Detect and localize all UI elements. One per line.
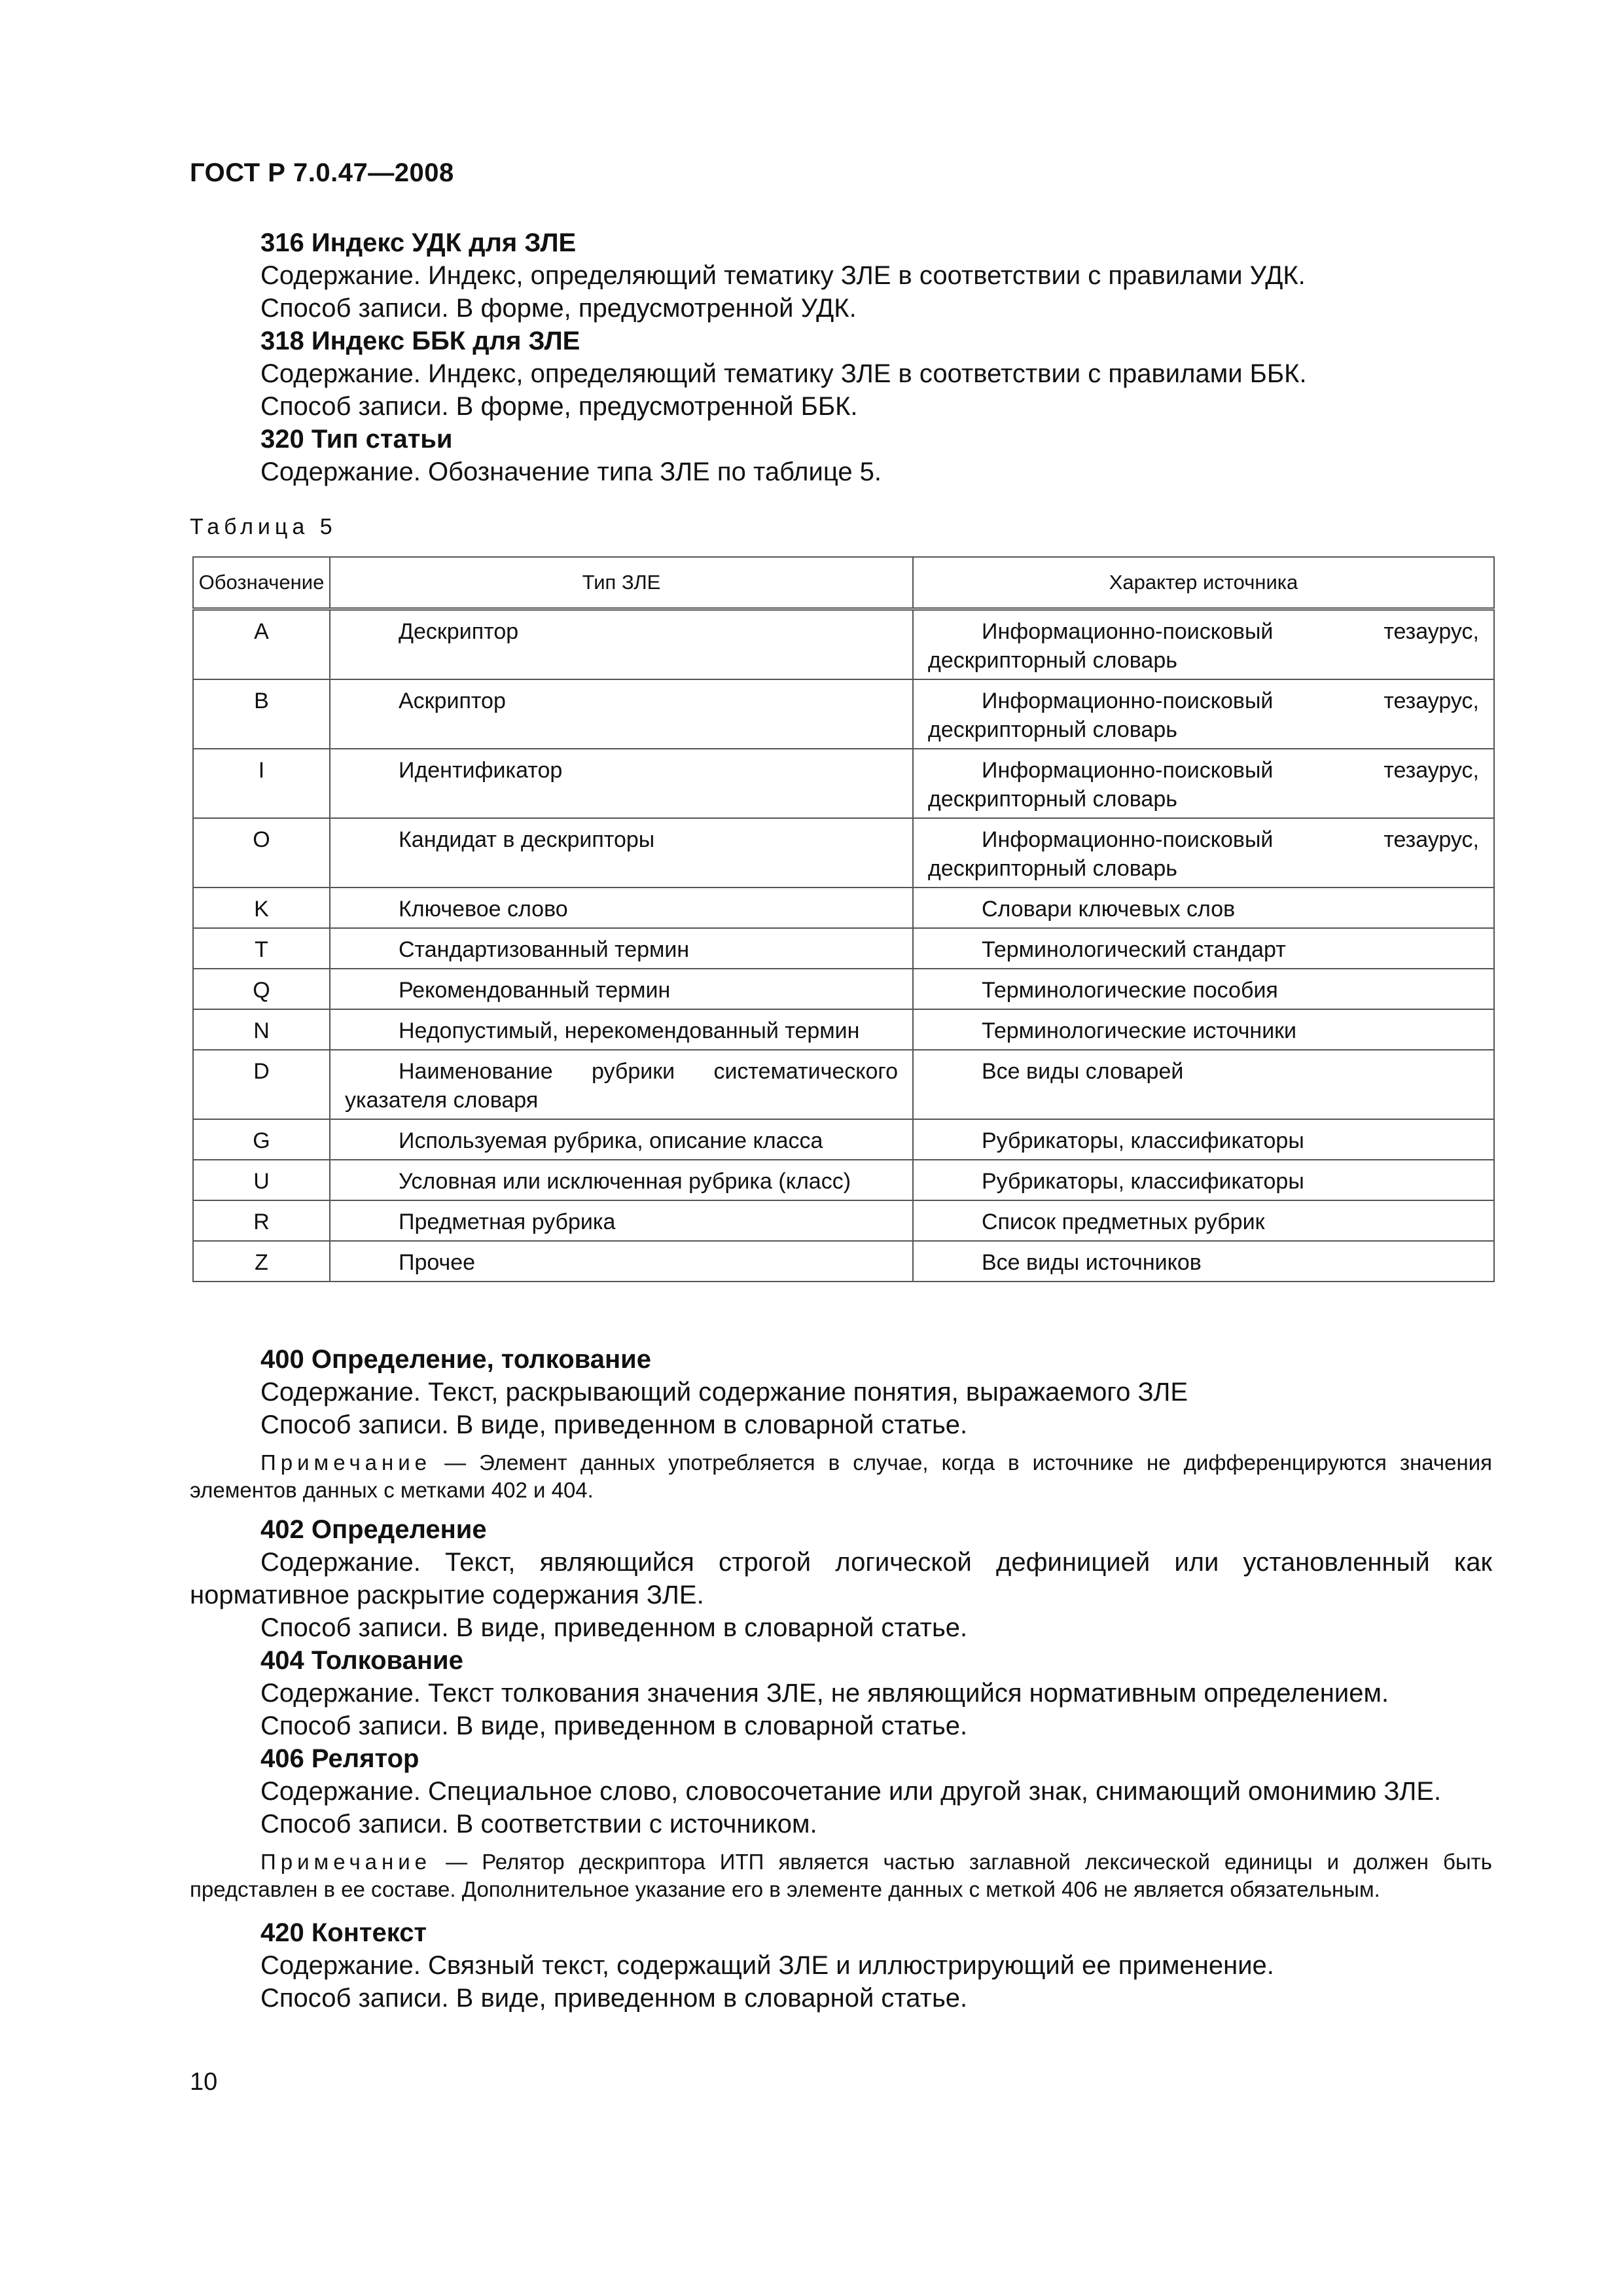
note-label: Примечание xyxy=(260,1450,432,1475)
table-row xyxy=(193,609,1494,680)
cell-type: Аскриптор xyxy=(330,679,913,749)
cell-code: I xyxy=(193,749,330,818)
section-400-method: Способ записи. В виде, приведенном в словарной статье. xyxy=(260,1410,968,1439)
section-420-method: Способ записи. В виде, приведенном в словарной статье. xyxy=(260,1984,968,2013)
cell-type: Идентификатор xyxy=(330,749,913,818)
cell-source: Все виды источников xyxy=(913,1241,1494,1282)
section-400-note xyxy=(190,1449,1492,1504)
cell-type: Кандидат в дескрипторы xyxy=(330,818,913,888)
cell-type: Ключевое слово xyxy=(330,888,913,928)
section-406-title: 406 Релятор xyxy=(260,1744,419,1773)
top-section xyxy=(190,226,1492,488)
note-label: Примечание xyxy=(260,1850,432,1874)
table-row xyxy=(193,1241,1494,1282)
section-316-title: 316 Индекс УДК для ЗЛЕ xyxy=(260,228,577,257)
cell-code: K xyxy=(193,888,330,928)
section-320-content: Содержание. Обозначение типа ЗЛЕ по таблице 5. xyxy=(260,457,882,486)
table-row xyxy=(193,1160,1494,1200)
table-row xyxy=(193,749,1494,818)
section-320-title: 320 Тип статьи xyxy=(260,425,453,454)
cell-code: N xyxy=(193,1009,330,1050)
cell-source: Терминологические источники xyxy=(913,1009,1494,1050)
cell-source: Список предметных рубрик xyxy=(913,1200,1494,1241)
page-number: 10 xyxy=(190,2068,218,2096)
cell-code: U xyxy=(193,1160,330,1200)
section-316-method: Способ записи. В форме, предусмотренной УДК. xyxy=(260,294,857,323)
header-type: Тип ЗЛЕ xyxy=(330,557,913,609)
lower-section xyxy=(190,1343,1492,2015)
section-420-content: Содержание. Связный текст, содержащий ЗЛЕ и иллюстрирующий ее применение. xyxy=(260,1951,1274,1980)
cell-type: Прочее xyxy=(330,1241,913,1282)
section-404-title: 404 Толкование xyxy=(260,1646,463,1675)
cell-source: Терминологический стандарт xyxy=(913,928,1494,969)
section-404-method: Способ записи. В виде, приведенном в словарной статье. xyxy=(260,1712,968,1740)
note-text: — Релятор дескриптора ИТП является частью заглавной лексической единицы и должен быть представлен в ее составе. Дополнительное указание его в элементе данных с меткой 406 не является обязательным. xyxy=(190,1850,1492,1901)
table-5 xyxy=(192,556,1495,1282)
table-row xyxy=(193,1050,1494,1119)
section-400-content: Содержание. Текст, раскрывающий содержание понятия, выражаемого ЗЛЕ xyxy=(260,1378,1188,1407)
table-caption: Таблица 5 xyxy=(190,514,337,539)
cell-type: Используемая рубрика, описание класса xyxy=(330,1119,913,1160)
table-row xyxy=(193,818,1494,888)
table-row xyxy=(193,1200,1494,1241)
cell-source: Все виды словарей xyxy=(913,1050,1494,1119)
document-header: ГОСТ Р 7.0.47—2008 xyxy=(190,158,454,187)
cell-code: A xyxy=(193,609,330,680)
section-402-content: Содержание. Текст, являющийся строгой логической дефиницией или установленный как нормативное раскрытие содержания ЗЛЕ. xyxy=(190,1548,1492,1609)
cell-type: Недопустимый, нерекомендованный термин xyxy=(330,1009,913,1050)
table-header-row xyxy=(193,557,1494,609)
section-402-method: Способ записи. В виде, приведенном в словарной статье. xyxy=(260,1613,968,1642)
cell-code: D xyxy=(193,1050,330,1119)
cell-type: Рекомендованный термин xyxy=(330,969,913,1009)
section-406-note xyxy=(190,1848,1492,1903)
section-316-content: Содержание. Индекс, определяющий тематику ЗЛЕ в соответствии с правилами УДК. xyxy=(260,261,1306,290)
cell-type: Стандартизованный термин xyxy=(330,928,913,969)
cell-code: R xyxy=(193,1200,330,1241)
header-source: Характер источника xyxy=(913,557,1494,609)
section-406-method: Способ записи. В соответствии с источником. xyxy=(260,1810,817,1839)
cell-source: Рубрикаторы, классификаторы xyxy=(913,1160,1494,1200)
cell-type: Условная или исключенная рубрика (класс) xyxy=(330,1160,913,1200)
table-row xyxy=(193,969,1494,1009)
cell-source: Словари ключевых слов xyxy=(913,888,1494,928)
cell-type: Наименование рубрики систематического указателя словаря xyxy=(330,1050,913,1119)
cell-code: Q xyxy=(193,969,330,1009)
cell-code: T xyxy=(193,928,330,969)
table-row xyxy=(193,1119,1494,1160)
section-318-title: 318 Индекс ББК для ЗЛЕ xyxy=(260,327,580,355)
cell-source: Информационно-поисковый тезаурус, дескрипторный словарь xyxy=(913,818,1494,888)
cell-type: Дескриптор xyxy=(330,609,913,680)
section-318-content: Содержание. Индекс, определяющий тематику ЗЛЕ в соответствии с правилами ББК. xyxy=(260,359,1307,388)
section-404-content: Содержание. Текст толкования значения ЗЛЕ, не являющийся нормативным определением. xyxy=(260,1679,1389,1708)
section-318-method: Способ записи. В форме, предусмотренной ББК. xyxy=(260,392,858,421)
table-row xyxy=(193,928,1494,969)
cell-source: Рубрикаторы, классификаторы xyxy=(913,1119,1494,1160)
section-406-content: Содержание. Специальное слово, словосочетание или другой знак, снимающий омонимию ЗЛЕ. xyxy=(260,1777,1442,1806)
cell-code: B xyxy=(193,679,330,749)
section-420-title: 420 Контекст xyxy=(260,1918,427,1947)
cell-source: Терминологические пособия xyxy=(913,969,1494,1009)
cell-code: G xyxy=(193,1119,330,1160)
header-code: Обозначение xyxy=(193,557,330,609)
cell-code: Z xyxy=(193,1241,330,1282)
table-row xyxy=(193,888,1494,928)
cell-source: Информационно-поисковый тезаурус, дескрипторный словарь xyxy=(913,749,1494,818)
table-row xyxy=(193,679,1494,749)
table-row xyxy=(193,1009,1494,1050)
table-body xyxy=(193,609,1494,1282)
cell-type: Предметная рубрика xyxy=(330,1200,913,1241)
cell-source: Информационно-поисковый тезаурус, дескрипторный словарь xyxy=(913,679,1494,749)
section-402-title: 402 Определение xyxy=(260,1515,487,1544)
note-text: — Элемент данных употребляется в случае, когда в источнике не дифференцируются значения элементов данных с метками 402 и 404. xyxy=(190,1450,1492,1502)
section-400-title: 400 Определение, толкование xyxy=(260,1345,651,1374)
cell-code: O xyxy=(193,818,330,888)
cell-source: Информационно-поисковый тезаурус, дескрипторный словарь xyxy=(913,609,1494,680)
